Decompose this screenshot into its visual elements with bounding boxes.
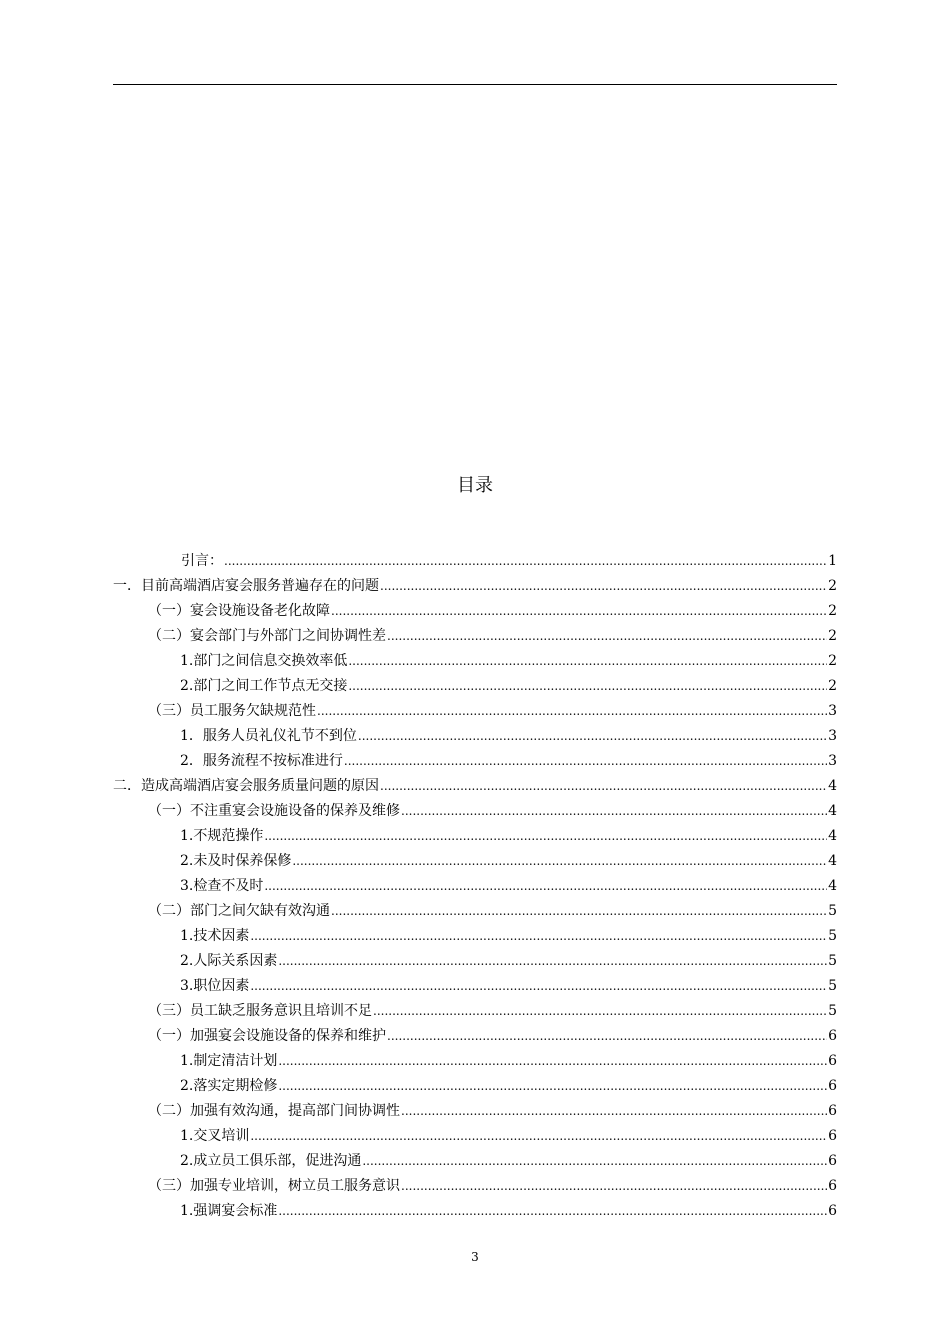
toc-entry-label: （三）员工服务欠缺规范性 [148,703,316,719]
toc-dot-leader [401,799,827,824]
toc-entry-label: （三）员工缺乏服务意识且培训不足 [148,1003,372,1019]
toc-entry-page: 3 [828,753,837,769]
toc-entry-label: （一）宴会设施设备老化故障 [148,603,330,619]
toc-dot-leader [250,974,827,999]
toc-entry-label: 一．目前高端酒店宴会服务普遍存在的问题 [113,578,379,594]
toc-entry-page: 3 [828,728,837,744]
toc-entry[interactable] [113,824,837,849]
toc-entry-label: 1.交叉培训 [180,1128,250,1144]
toc-entry-page: 2 [828,678,837,694]
toc-dot-leader [387,624,827,649]
toc-entry[interactable] [113,1074,837,1099]
toc-dot-leader [278,1049,827,1074]
toc-entry-label: 2.成立员工俱乐部，促进沟通 [180,1153,362,1169]
toc-dot-leader [348,674,827,699]
toc-entry-label: （二）部门之间欠缺有效沟通 [148,903,330,919]
toc-entry-label: 1.制定清洁计划 [180,1053,278,1069]
toc-entry[interactable] [113,1099,837,1124]
toc-dot-leader [344,749,827,774]
toc-entry[interactable] [113,1199,837,1224]
toc-entry-label: 2.部门之间工作节点无交接 [180,678,348,694]
toc-dot-leader [373,999,827,1024]
toc-dot-leader [250,924,827,949]
toc-entry-label: 2.落实定期检修 [180,1078,278,1094]
toc-entry-label: 1.部门之间信息交换效率低 [180,653,348,669]
toc-entry-page: 5 [828,978,837,994]
toc-entry[interactable] [113,574,837,599]
toc-entry[interactable] [113,949,837,974]
toc-entry[interactable] [113,899,837,924]
toc-dot-leader [401,1099,827,1124]
toc-entry-page: 3 [828,703,837,719]
toc-dot-leader [264,824,827,849]
toc-entry-label: （一）不注重宴会设施设备的保养及维修 [148,803,400,819]
toc-entry[interactable] [113,1124,837,1149]
toc-entry-page: 4 [828,853,837,869]
page-number: 3 [471,1250,479,1264]
toc-entry-label: 2.未及时保养保修 [180,853,292,869]
toc-dot-leader [317,699,827,724]
toc-entry-label: （三）加强专业培训，树立员工服务意识 [148,1178,400,1194]
toc-entry[interactable] [113,699,837,724]
toc-entry[interactable] [113,799,837,824]
toc-dot-leader [380,574,827,599]
toc-dot-leader [278,1074,827,1099]
toc-entry[interactable] [113,1149,837,1174]
toc-entry[interactable] [113,849,837,874]
toc-dot-leader [401,1174,827,1199]
toc-dot-leader [264,874,827,899]
toc-entry-label: 1.不规范操作 [180,828,264,844]
toc-dot-leader [331,899,827,924]
toc-entry[interactable] [113,1024,837,1049]
toc-entry-page: 6 [828,1028,837,1044]
toc-entry-page: 5 [828,953,837,969]
toc-dot-leader [387,1024,827,1049]
toc-entry-page: 5 [828,1003,837,1019]
toc-title: 目录 [457,475,493,496]
toc-entry-page: 2 [828,628,837,644]
toc-entry[interactable] [113,649,837,674]
toc-entry-label: 3.检查不及时 [180,878,264,894]
toc-dot-leader [224,549,827,574]
toc-entry-page: 6 [828,1178,837,1194]
toc-dot-leader [348,649,827,674]
toc-entry-label: 1.强调宴会标准 [180,1203,278,1219]
toc-list [113,549,837,1224]
toc-dot-leader [250,1124,827,1149]
toc-entry[interactable] [113,1049,837,1074]
toc-entry-page: 4 [828,803,837,819]
toc-dot-leader [278,949,827,974]
toc-entry-page: 6 [828,1203,837,1219]
toc-entry[interactable] [113,549,837,574]
toc-entry-label: 2．服务流程不按标准进行 [180,753,343,769]
toc-entry-label: （二）宴会部门与外部门之间协调性差 [148,628,386,644]
toc-entry-page: 6 [828,1153,837,1169]
toc-entry-label: 2.人际关系因素 [180,953,278,969]
toc-entry-label: 二．造成高端酒店宴会服务质量问题的原因 [113,778,379,794]
header-rule [113,84,837,85]
toc-entry-page: 4 [828,828,837,844]
toc-entry-page: 2 [828,578,837,594]
toc-entry-page: 6 [828,1078,837,1094]
toc-entry[interactable] [113,774,837,799]
toc-entry-page: 5 [828,903,837,919]
toc-entry[interactable] [113,874,837,899]
toc-entry[interactable] [113,974,837,999]
toc-entry-label: 3.职位因素 [180,978,250,994]
toc-entry-page: 5 [828,928,837,944]
toc-dot-leader [292,849,827,874]
toc-entry[interactable] [113,724,837,749]
toc-entry-page: 4 [828,778,837,794]
toc-entry-page: 6 [828,1053,837,1069]
toc-dot-leader [362,1149,827,1174]
toc-entry[interactable] [113,674,837,699]
toc-entry[interactable] [113,1174,837,1199]
toc-entry-label: 1.技术因素 [180,928,250,944]
toc-entry-label: 1．服务人员礼仪礼节不到位 [180,728,357,744]
toc-entry-page: 4 [828,878,837,894]
toc-dot-leader [278,1199,827,1224]
toc-entry[interactable] [113,999,837,1024]
toc-entry-label: （二）加强有效沟通，提高部门间协调性 [148,1103,400,1119]
toc-entry-page: 2 [828,603,837,619]
toc-dot-leader [358,724,827,749]
toc-entry-page: 1 [828,553,837,569]
toc-entry[interactable] [113,624,837,649]
toc-entry[interactable] [113,599,837,624]
toc-dot-leader [331,599,827,624]
toc-entry-page: 6 [828,1128,837,1144]
toc-entry[interactable] [113,749,837,774]
toc-entry-page: 2 [828,653,837,669]
toc-entry-label: 引言： [181,553,223,569]
toc-entry[interactable] [113,924,837,949]
toc-entry-label: （一）加强宴会设施设备的保养和维护 [148,1028,386,1044]
toc-dot-leader [380,774,827,799]
toc-entry-page: 6 [828,1103,837,1119]
